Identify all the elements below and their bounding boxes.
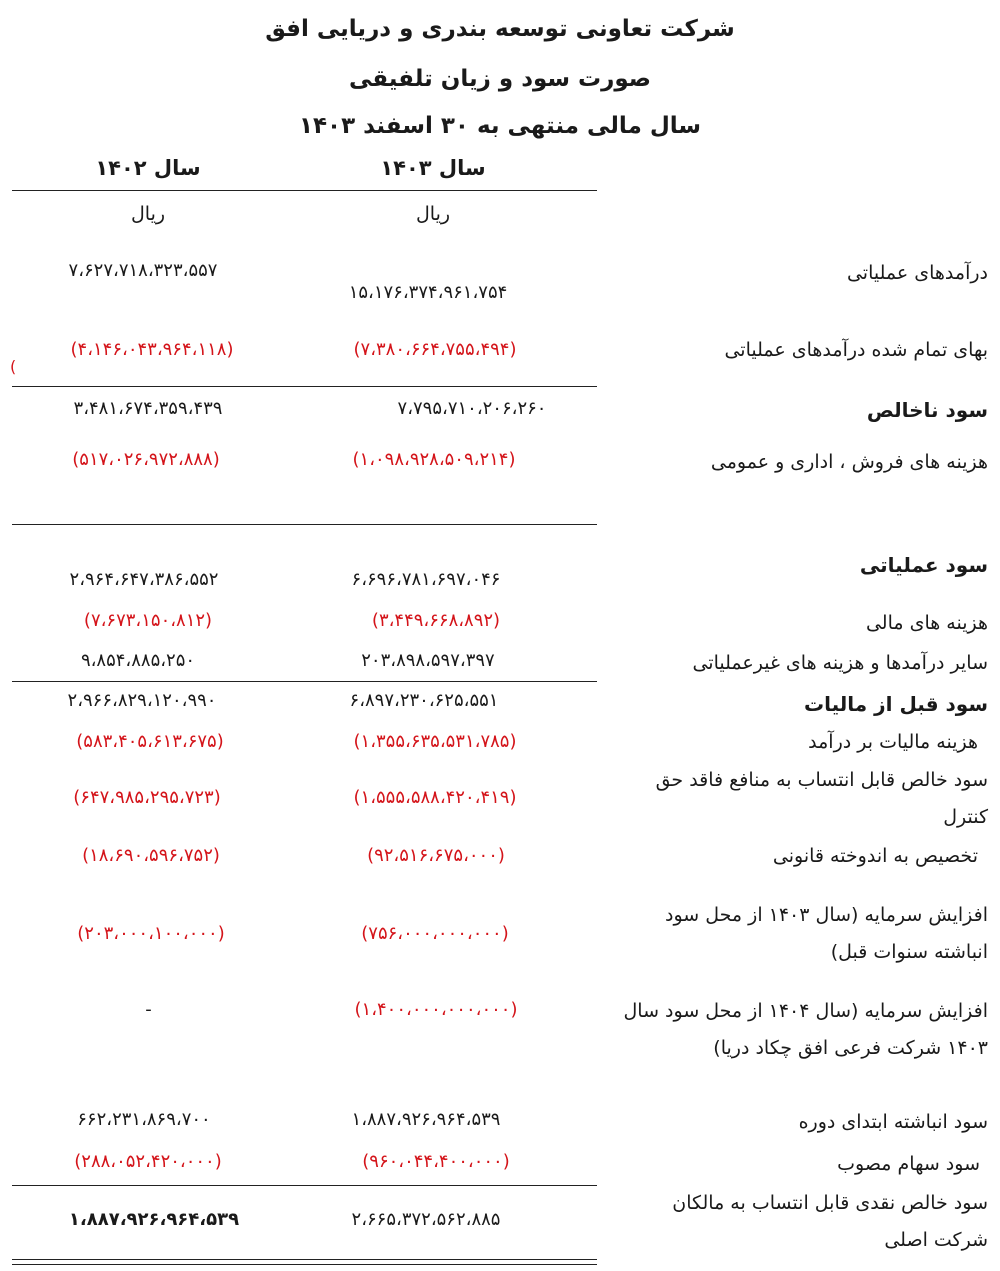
rule-operating	[12, 524, 597, 525]
value-1402-non-controlling: (۶۴۷،۹۸۵،۲۹۵،۷۲۳)	[73, 787, 221, 808]
unit-1403: ریال	[415, 203, 451, 225]
label-dividends: سود سهام مصوب	[837, 1153, 980, 1175]
label-cost-of-revenue: بهای تمام شده درآمدهای عملیاتی	[724, 339, 988, 361]
value-1402-income-tax: (۵۸۳،۴۰۵،۶۱۳،۶۷۵)	[76, 731, 224, 752]
value-1402-gross-profit: ۳،۴۸۱،۶۷۴،۳۵۹،۴۳۹	[73, 398, 223, 419]
label-gross-profit: سود ناخالص	[866, 398, 988, 422]
value-1403-capital-increase-1403: (۷۵۶،۰۰۰،۰۰۰،۰۰۰)	[361, 923, 509, 944]
value-1402-dividends: (۲۸۸،۰۵۲،۴۲۰،۰۰۰)	[74, 1151, 222, 1172]
value-1402-profit-before-tax: ۲،۹۶۶،۸۲۹،۱۲۰،۹۹۰	[67, 690, 217, 711]
value-1402-capital-increase-1404: -	[145, 999, 153, 1020]
value-1403-retained-opening: ۱،۸۸۷،۹۲۶،۹۶۴،۵۳۹	[351, 1109, 501, 1130]
unit-1402: ریال	[130, 203, 166, 225]
label-legal-reserve: تخصیص به اندوخته قانونی	[772, 845, 978, 867]
value-1403-finance-costs: (۳،۴۴۹،۶۶۸،۸۹۲)	[371, 610, 501, 631]
column-header-1403: سال ۱۴۰۳	[380, 156, 486, 180]
value-1403-profit-before-tax: ۶،۸۹۷،۲۳۰،۶۲۵،۵۵۱	[349, 690, 499, 711]
value-1403-other-income: ۲۰۳،۸۹۸،۵۹۷،۳۹۷	[361, 650, 495, 671]
value-1403-operating-revenue: ۱۵،۱۷۶،۳۷۴،۹۶۱،۷۵۴	[348, 282, 508, 303]
value-1403-income-tax: (۱،۳۵۵،۶۳۵،۵۳۱،۷۸۵)	[353, 731, 517, 752]
stray-parenthesis: (	[10, 357, 17, 376]
label-operating-revenue: درآمدهای عملیاتی	[846, 262, 988, 284]
value-1402-retained-opening: ۶۶۲،۲۳۱،۸۶۹،۷۰۰	[77, 1109, 211, 1130]
label-profit-before-tax: سود قبل از مالیات	[803, 692, 988, 716]
value-1403-selling-admin: (۱،۰۹۸،۹۲۸،۵۰۹،۲۱۴)	[352, 449, 516, 470]
value-1403-capital-increase-1404: (۱،۴۰۰،۰۰۰،۰۰۰،۰۰۰)	[354, 999, 518, 1020]
value-1403-non-controlling: (۱،۵۵۵،۵۸۸،۴۲۰،۴۱۹)	[353, 787, 517, 808]
label-other-income: سایر درآمدها و هزینه های غیرعملیاتی	[692, 652, 988, 674]
value-1402-operating-revenue: ۷،۶۲۷،۷۱۸،۳۲۳،۵۵۷	[68, 260, 218, 281]
company-title: شرکت تعاونی توسعه بندری و دریایی افق	[265, 16, 735, 42]
value-1403-dividends: (۹۶۰،۰۴۴،۴۰۰،۰۰۰)	[362, 1151, 510, 1172]
label-selling-admin: هزینه های فروش ، اداری و عمومی	[710, 451, 988, 473]
total-rule-top	[12, 1259, 597, 1260]
value-1402-other-income: ۹،۸۵۴،۸۸۵،۲۵۰	[80, 650, 196, 671]
value-1403-cost-of-revenue: (۷،۳۸۰،۶۶۴،۷۵۵،۴۹۴)	[353, 339, 517, 360]
value-1403-net-cash-profit: ۲،۶۶۵،۳۷۲،۵۶۲،۸۸۵	[351, 1209, 501, 1230]
header-rule	[12, 190, 597, 191]
value-1402-cost-of-revenue: (۴،۱۴۶،۰۴۳،۹۶۴،۱۱۸)	[70, 339, 234, 360]
rule-before-tax	[12, 681, 597, 682]
label-retained-opening: سود انباشته ابتدای دوره	[798, 1111, 988, 1133]
label-income-tax: هزینه مالیات بر درآمد	[808, 731, 978, 753]
label-net-cash-profit: سود خالص نقدی قابل انتساب به مالکان شرکت اصلی	[672, 1192, 988, 1251]
label-operating-profit: سود عملیاتی	[859, 553, 988, 577]
value-1402-operating-profit: ۲،۹۶۴،۶۴۷،۳۸۶،۵۵۲	[69, 569, 219, 590]
total-rule-bottom	[12, 1264, 597, 1265]
value-1403-gross-profit: ۷،۷۹۵،۷۱۰،۲۰۶،۲۶۰	[397, 398, 547, 419]
label-non-controlling: سود خالص قابل انتساب به منافع فاقد حق کنترل	[655, 769, 988, 828]
value-1402-selling-admin: (۵۱۷،۰۲۶،۹۷۲،۸۸۸)	[72, 449, 220, 470]
label-capital-increase-1403: افزایش سرمایه (سال ۱۴۰۳ از محل سود انباشته سنوات قبل)	[665, 904, 988, 963]
value-1403-operating-profit: ۶،۶۹۶،۷۸۱،۶۹۷،۰۴۶	[351, 569, 501, 590]
value-1403-legal-reserve: (۹۲،۵۱۶،۶۷۵،۰۰۰)	[367, 845, 505, 866]
label-finance-costs: هزینه های مالی	[865, 612, 988, 634]
value-1402-finance-costs: (۷،۶۷۳،۱۵۰،۸۱۲)	[83, 610, 213, 631]
rule-net	[12, 1185, 597, 1186]
value-1402-legal-reserve: (۱۸،۶۹۰،۵۹۶،۷۵۲)	[82, 845, 220, 866]
statement-title: صورت سود و زیان تلفیقی	[348, 66, 652, 92]
period-title: سال مالی منتهی به ۳۰ اسفند ۱۴۰۳	[298, 113, 702, 139]
value-1402-capital-increase-1403: (۲۰۳،۰۰۰،۱۰۰،۰۰۰)	[77, 923, 225, 944]
label-capital-increase-1404: افزایش سرمایه (سال ۱۴۰۴ از محل سود سال ۱۴۰۳ شرکت فرعی افق چکاد دریا)	[623, 1000, 988, 1059]
column-header-1402: سال ۱۴۰۲	[95, 156, 201, 180]
rule-gross	[12, 386, 597, 387]
value-1402-net-cash-profit: ۱،۸۸۷،۹۲۶،۹۶۴،۵۳۹	[68, 1209, 240, 1230]
